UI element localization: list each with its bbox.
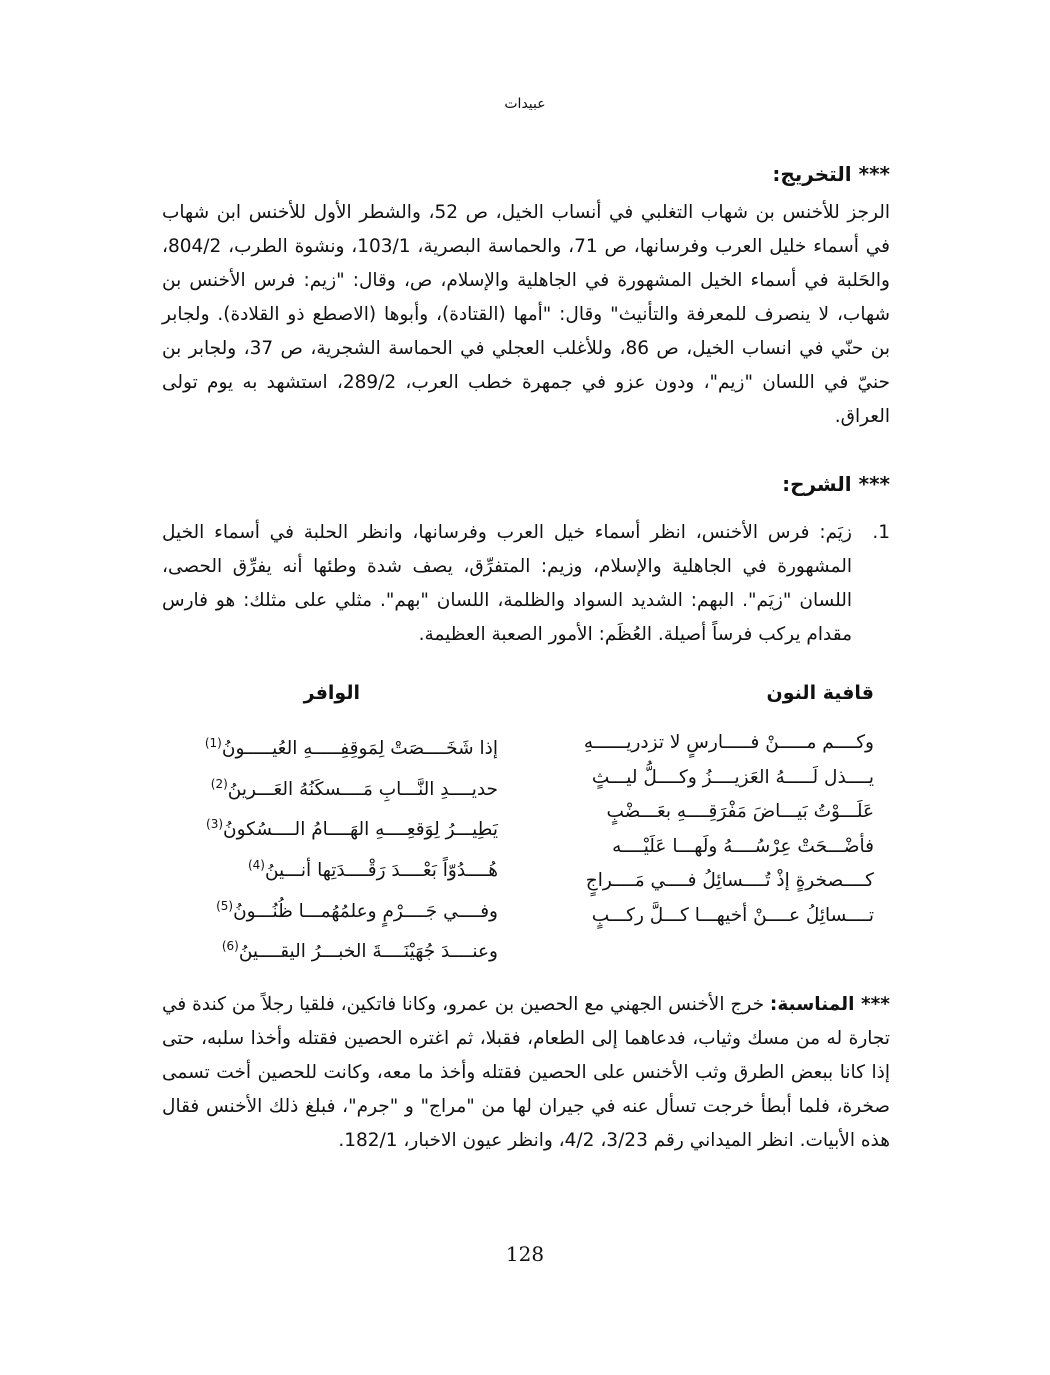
footnote-ref: (5) xyxy=(216,898,234,913)
verse-ajuz-4 xyxy=(158,848,498,889)
verse-sadr-4: فأضْـــحَتْ عِرْسُــــهُ ولَهـــا عَلَيْــــه xyxy=(612,835,874,857)
footnote-ref: (3) xyxy=(206,817,224,832)
page-number: 128 xyxy=(505,1242,545,1266)
note-text: زيَم: فرس الأخنس، انظر أسماء خيل العرب وفرسانها، وانظر الحلبة في أسماء الخيل المشهورة في الجاهلية والإسلام، وزيم: المتفرِّق، يصف شدة وطئها أنه يفرِّق الحصى، اللسان "زيَم". البهم: الشديد السواد والظلمة، اللسان "بهم". مثلي على مثلك: هو فارس مقدام يركب فرساً أصيلة. العُظَم: الأمور الصعبة العظيمة. xyxy=(162,522,852,645)
ajuz-text: إذا شَخَــــصَتْ لِمَوقِفِـــــهِ العُيـــــونُ xyxy=(221,738,498,760)
ajuz-text: وعنــــدَ جُهَيْنَــــةَ الخبـــرُ اليقــــينُ xyxy=(238,941,498,963)
verse-sadr-6: تــــسائِلُ عــــنْ أخيهـــا كـــلَّ ركـــبٍ xyxy=(591,904,874,926)
ajuz-text: يَطِيـــرُ لِوَقعِــــهِ الهَــــامُ الــــسُكونُ xyxy=(223,819,498,841)
takhrij-paragraph: الرجز للأخنس بن شهاب التغلبي في أنساب الخيل، ص 52، والشطر الأول للأخنس ابن شهاب في أسماء خليل العرب وفرسانها، ص 71، والحماسة البصرية، 103/1، ونشوة الطرب، 804/2، والحَلبة في أسماء الخيل المشهورة في الجاهلية والإسلام، ص، وقال: "زيم: فرس الأخنس بن شهاب، لا ينصرف للمعرفة والتأنيث" وقال: "أمها (القتادة)، وأبوها (الاصطع ذو القلادة). ولجابر بن حنّي في انساب الخيل، ص 86، وللأغلب العجلي في الحماسة الشجرية، ص 37، ولجابر بن حنيّ في اللسان "زيم"، ودون عزو في جمهرة خطب العرب، 289/2، استشهد به يوم تولى العراق. xyxy=(162,202,891,427)
verse-ajuz-5 xyxy=(158,889,498,930)
footnote-ref: (6) xyxy=(221,939,239,954)
verse-ajuz-1 xyxy=(158,726,498,767)
sharh-note-1 xyxy=(162,516,890,652)
verse-ajuz-2 xyxy=(158,767,498,808)
footnote-ref: (2) xyxy=(210,776,228,791)
meter-title: الوافر xyxy=(303,682,360,704)
verse-sadr-3: عَلَـــوْتُ بَيـــاضَ مَفْرَقِــــهِ بعَـــضْبٍ xyxy=(606,801,874,822)
verse-sadr-2: يــــذل لَـــــهُ العَزيــــزُ وكــــلُّ ليـــثٍ xyxy=(591,766,874,788)
footnote-ref: (4) xyxy=(247,857,265,872)
sharh-heading: *** الشرح: xyxy=(782,472,890,496)
verse-ajuz-3 xyxy=(158,807,498,848)
takhrij-heading: *** التخريج: xyxy=(772,162,890,186)
note-number: 1. xyxy=(872,522,890,543)
poem-ajuz-column xyxy=(158,726,498,970)
verse-sadr-1: وكــــم مـــــنْ فـــــارسٍ لا تزدريــــــهِ xyxy=(583,732,874,753)
munasaba-paragraph xyxy=(162,988,890,1158)
running-header: عبيدات xyxy=(504,96,546,112)
rhyme-title: قافية النون xyxy=(766,682,874,704)
munasaba-label: *** المناسبة: xyxy=(769,994,890,1015)
poem-sadr-column xyxy=(554,726,874,933)
ajuz-text: هُــــدُوّاً بَعْــــدَ رَقْــــدَتِها أنـــينُ xyxy=(264,860,498,882)
verse-ajuz-6 xyxy=(158,929,498,970)
ajuz-text: حديــــدِ النَّـــابِ مَــــسكَنُهُ العَـــرينُ xyxy=(227,778,498,800)
ajuz-text: وفــــي جَــــرْمٍ وعلمُهُمـــا ظُنُـــونُ xyxy=(233,900,498,922)
verse-sadr-5: كــــصخرةٍ إذْ تُــــسائِلُ فــــي مَــــراجٍ xyxy=(585,870,874,891)
munasaba-text: خرج الأخنس الجهني مع الحصين بن عمرو، وكانا فاتكين، فلقيا رجلاً من كندة في تجارة له من مسك وثياب، فدعاهما إلى الطعام، فقبلا، ثم اغتره الحصين فقتله وأخذا سلبه، حتى إذا كانا ببعض الطرق وثب الأخنس على الحصين فقتله وأخذ ما معه، وكانت للحصين أخت تسمى صخرة، فلما أبطأ خرجت تسأل عنه في جيران لها من "مراج" و "جرم"، فبلغ ذلك الأخنس فقال هذه الأبيات. انظر الميداني رقم 3/23، 4/2، وانظر عيون الاخبار، 182/1. xyxy=(162,994,890,1151)
footnote-ref: (1) xyxy=(204,736,222,750)
